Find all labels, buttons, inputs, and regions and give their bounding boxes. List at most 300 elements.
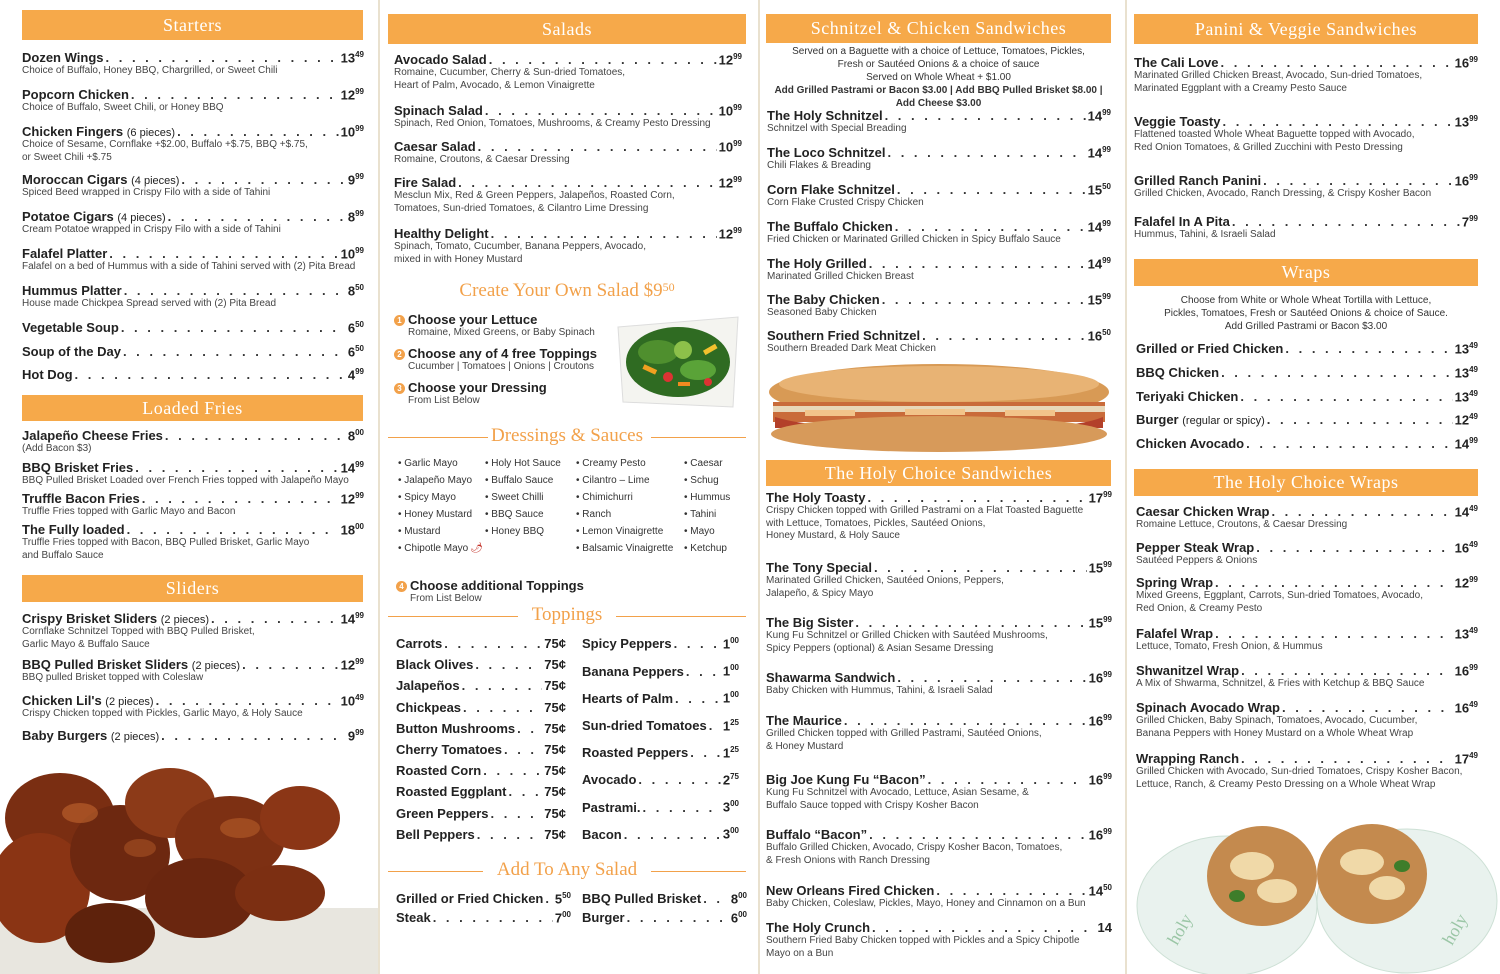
price-dollars: 17: [1088, 490, 1104, 506]
add-salad-name: BBQ Pulled Brisket: [582, 891, 702, 907]
step-number: 4: [396, 581, 407, 592]
topping-name: Bacon: [582, 826, 622, 842]
add-to-salad-title: Add To Any Salad: [496, 859, 638, 880]
price-cents: 00: [730, 690, 739, 700]
item-description: Kung Fu Schnitzel with Avocado, Lettuce, Asian Sesame, & Buffalo Sauce topped with Crispy Kosher Bacon: [766, 787, 1029, 811]
dressing-item: • Lemon Vinaigrette: [576, 526, 664, 537]
leader-dots: [1221, 365, 1453, 380]
menu-item-row: [22, 172, 364, 187]
wings-photo: [0, 758, 378, 974]
dressing-item: • Schug: [684, 475, 719, 486]
item-description: Schnitzel with Special Breading: [767, 123, 907, 135]
price-dollars: 14: [1087, 108, 1103, 124]
item-name: [766, 772, 926, 787]
price-cents: 99: [1102, 108, 1111, 117]
price-cents: 00: [730, 799, 739, 809]
item-price: [1455, 700, 1478, 715]
menu-item-row: [1136, 700, 1478, 715]
step-number: 2: [394, 349, 405, 360]
leader-dots: [168, 209, 346, 224]
item-description: Choice of Sesame, Cornflake +$2.00, Buffalo +$.75, BBQ +$.75, or Sweet Chili +$.75: [22, 139, 308, 163]
price-dollars: 16: [1454, 540, 1470, 556]
leader-dots: [127, 522, 339, 537]
topping-name: Hearts of Palm: [582, 690, 674, 706]
price-dollars: 14: [1088, 883, 1104, 899]
menu-item: [22, 428, 364, 456]
item-name: [394, 226, 489, 241]
price-cents: 49: [1469, 365, 1478, 374]
price-cents: 99: [733, 226, 742, 235]
leader-dots: [1240, 389, 1452, 404]
menu-item-row: [22, 522, 364, 537]
leader-dots: [709, 718, 721, 733]
dressing-item: • Ranch: [576, 509, 612, 520]
topping-name: Green Peppers: [396, 805, 489, 821]
dressing-name: Mayo: [690, 526, 715, 537]
price-dollars: 3: [722, 799, 731, 815]
price-dollars: 12: [340, 87, 356, 103]
dressing-item: • Buffalo Sauce: [485, 475, 554, 486]
item-price: [1088, 256, 1111, 271]
item-description: Truffle Fries topped with Garlic Mayo and Bacon: [22, 506, 236, 518]
item-price: [719, 52, 742, 67]
menu-item-row: [767, 256, 1111, 271]
price-cents: 50: [562, 891, 571, 900]
menu-item-row: [767, 182, 1111, 197]
item-name: [1134, 55, 1219, 70]
topping-row: [396, 806, 566, 821]
menu-item: [766, 615, 1112, 655]
leader-dots: [897, 670, 1086, 685]
leader-dots: [504, 742, 542, 757]
item-name-text: Baby Burgers: [22, 728, 108, 744]
item-price: [1455, 575, 1478, 590]
item-price: [1089, 615, 1112, 630]
leader-dots: [1222, 114, 1452, 129]
item-description: BBQ pulled Brisket topped with Coleslaw: [22, 672, 204, 684]
item-qualifier: (2 pieces): [191, 660, 241, 673]
leader-dots: [690, 745, 721, 760]
menu-item-row: [766, 615, 1112, 630]
item-description: Romaine Lettuce, Croutons, & Caesar Dressing: [1136, 519, 1348, 531]
item-description: Grilled Chicken, Baby Spinach, Tomatoes, Avocado, Cucumber, Banana Peppers with Honey Mustard on a Whole Wheat Wrap: [1136, 715, 1418, 739]
svg-text:holy: holy: [1163, 910, 1197, 948]
item-description: Crispy Chicken topped with Grilled Pastrami on a Flat Toasted Baguette with Lettuce, Tomatoes, Pickles, Sautéed Onions, Honey Mustard, & Holy Sauce: [766, 505, 1084, 542]
menu-item-row: [1136, 504, 1478, 519]
menu-item: [767, 328, 1111, 356]
menu-item-row: [22, 693, 364, 708]
add-salad-item: [582, 891, 747, 906]
toppings-title: Toppings: [531, 604, 603, 625]
leader-dots: [477, 827, 543, 842]
item-name: [766, 883, 934, 898]
price-dollars: 8: [347, 283, 356, 299]
item-description: Cornflake Schnitzel Topped with BBQ Pulled Brisket, Garlic Mayo & Buffalo Sauce: [22, 626, 255, 650]
dressing-item: • Balsamic Vinaigrette: [576, 543, 674, 554]
item-price: [723, 718, 739, 733]
item-price: [1455, 365, 1478, 380]
item-price: [341, 460, 364, 475]
item-name-text: Jalapeño Cheese Fries: [22, 428, 163, 444]
price-dollars: 16: [1454, 55, 1470, 71]
menu-item-row: [1136, 575, 1478, 590]
topping-price: 75¢: [544, 678, 566, 694]
item-price: [731, 891, 747, 906]
menu-item-row: [1136, 341, 1478, 356]
topping-item: [396, 721, 566, 736]
price-dollars: 13: [1454, 114, 1470, 130]
menu-item: [1136, 663, 1478, 691]
leader-dots: [121, 320, 346, 335]
item-price: [341, 124, 364, 139]
leader-dots: [509, 784, 543, 799]
topping-name: Chickpeas: [396, 699, 462, 715]
menu-item-row: [1134, 173, 1478, 188]
leader-dots: [123, 344, 346, 359]
topping-row: [396, 678, 566, 693]
item-description: Crispy Chicken topped with Pickles, Garlic Mayo, & Holy Sauce: [22, 708, 303, 720]
leader-dots: [1263, 173, 1452, 188]
topping-item: [582, 772, 739, 787]
price-cents: 99: [1102, 219, 1111, 228]
leader-dots: [1246, 436, 1453, 451]
price-cents: 00: [730, 826, 739, 836]
item-name: [1134, 173, 1261, 188]
dressing-name: Caesar: [690, 458, 723, 469]
item-description: BBQ Pulled Brisket Loaded over French Fries topped with Jalapeño Mayo: [22, 475, 349, 487]
menu-item: [22, 460, 364, 488]
price-cents: 50: [1102, 328, 1111, 337]
price-cents: 50: [355, 344, 364, 353]
menu-item: [1136, 436, 1478, 451]
dressing-name: Mustard: [404, 526, 441, 537]
item-name-text: Dozen Wings: [22, 50, 104, 66]
item-price: [1088, 219, 1111, 234]
menu-item: [22, 728, 364, 743]
item-qualifier: (2 pieces): [110, 731, 160, 744]
topping-row: [396, 742, 566, 757]
price-cents: 50: [355, 283, 364, 292]
topping-name: Roasted Eggplant: [396, 784, 507, 800]
leader-dots: [1221, 55, 1453, 70]
price-cents: 50: [1103, 883, 1112, 892]
price-cents: 99: [1103, 670, 1112, 679]
menu-item: [1136, 700, 1478, 740]
item-name-text: Potatoe Cigars: [22, 209, 114, 225]
item-description: Choice of Buffalo, Sweet Chili, or Honey BBQ: [22, 102, 224, 114]
leader-dots: [895, 219, 1086, 234]
item-price: [1455, 626, 1478, 641]
leader-dots: [444, 636, 542, 651]
topping-item: [582, 636, 739, 651]
topping-row: [396, 827, 566, 842]
menu-item-row: [1136, 751, 1478, 766]
price-cents: 99: [733, 52, 742, 61]
menu-item-row: [22, 50, 364, 65]
menu-item: [22, 87, 364, 115]
price-cents: 99: [355, 124, 364, 133]
item-description: A Mix of Shwarma, Schnitzel, & Fries with Ketchup & BBQ Sauce: [1136, 678, 1425, 690]
price-dollars: 18: [340, 522, 356, 538]
topping-item: [396, 827, 566, 842]
item-name-text: Fire Salad: [394, 175, 457, 191]
dressing-name: Chimichurri: [582, 492, 633, 503]
price-cents: 99: [355, 246, 364, 255]
topping-price: 75¢: [544, 763, 566, 779]
item-name-text: Veggie Toasty: [1134, 114, 1221, 130]
price-cents: 99: [355, 611, 364, 620]
add-salad-row: [582, 891, 747, 906]
leader-dots: [156, 693, 339, 708]
item-name: [22, 320, 119, 335]
price-cents: 49: [1469, 540, 1478, 549]
item-name-text: Grilled Ranch Panini: [1134, 173, 1262, 189]
svg-text:holy: holy: [1438, 910, 1472, 948]
price-cents: 99: [733, 139, 742, 148]
menu-item: [22, 693, 364, 721]
menu-item-row: [1136, 626, 1478, 641]
dressing-item: • Honey BBQ: [485, 526, 545, 537]
dressing-name: Garlic Mayo: [404, 458, 458, 469]
topping-item: [582, 745, 739, 760]
item-name-text: Healthy Delight: [394, 226, 489, 242]
price-cents: 99: [1469, 575, 1478, 584]
menu-item: [22, 246, 364, 274]
menu-item-row: [22, 611, 364, 626]
menu-item-row: [1136, 663, 1478, 678]
item-name-text: The Loco Schnitzel: [767, 145, 886, 161]
item-name: [1136, 389, 1238, 404]
sandwich-photo: [765, 362, 1113, 456]
item-name-text: BBQ Chicken: [1136, 365, 1220, 381]
item-name-text: Grilled or Fried Chicken: [1136, 341, 1284, 357]
menu-item-row: [22, 209, 364, 224]
menu-item-row: [766, 772, 1112, 787]
menu-item: [767, 219, 1111, 247]
price-cents: 99: [355, 460, 364, 469]
price-cents: 99: [1103, 560, 1112, 569]
item-qualifier: (4 pieces): [117, 212, 166, 225]
price-dollars: 16: [1454, 173, 1470, 189]
price-dollars: 12: [718, 226, 734, 242]
leader-dots: [1215, 575, 1453, 590]
item-price: [723, 799, 739, 814]
add-to-salad-heading: [388, 859, 746, 881]
dressing-name: Lemon Vinaigrette: [582, 526, 664, 537]
item-name: [22, 611, 209, 626]
topping-price: 75¢: [544, 720, 566, 736]
salad-photo: [613, 312, 743, 412]
item-name-text: Corn Flake Schnitzel: [767, 182, 895, 198]
price-dollars: 6: [347, 320, 356, 336]
step-title: Choose any of 4 free Toppings: [408, 346, 598, 361]
price-cents: 99: [355, 367, 364, 376]
item-name: [22, 344, 121, 359]
topping-item: [396, 657, 566, 672]
cyo-step: [394, 380, 547, 406]
item-price: [1455, 663, 1478, 678]
price-dollars: 13: [1454, 365, 1470, 381]
leader-dots: [1285, 341, 1452, 356]
item-name-text: The Holy Grilled: [767, 256, 867, 272]
item-price: [1455, 751, 1478, 766]
step-title: Choose your Dressing: [408, 380, 547, 395]
section-header-starters: Starters: [22, 10, 363, 40]
item-name: [22, 460, 133, 475]
price-dollars: 3: [722, 826, 731, 842]
leader-dots: [1267, 412, 1453, 427]
price-cents: 00: [738, 891, 747, 900]
price-cents: 49: [1469, 504, 1478, 513]
menu-item-row: [1136, 436, 1478, 451]
menu-item: [1136, 540, 1478, 568]
item-qualifier: (4 pieces): [131, 175, 180, 188]
price-cents: 99: [1103, 490, 1112, 499]
menu-item: [22, 491, 364, 519]
price-cents: 99: [1103, 615, 1112, 624]
add-salad-row: [396, 910, 571, 925]
item-name-text: Soup of the Day: [22, 344, 121, 360]
item-price: [1089, 772, 1112, 787]
item-name-text: The Tony Special: [766, 560, 872, 576]
price-cents: 25: [730, 717, 739, 727]
dressing-name: Cilantro – Lime: [582, 475, 650, 486]
topping-row: [396, 763, 566, 778]
price-dollars: 17: [1454, 751, 1470, 767]
item-name: [1136, 412, 1265, 427]
item-name: [766, 560, 872, 575]
leader-dots: [491, 226, 717, 241]
dressing-item: • Cilantro – Lime: [576, 475, 650, 486]
item-price: [1088, 145, 1111, 160]
price-dollars: 6: [730, 910, 739, 926]
topping-item: [582, 799, 739, 814]
price-cents: 49: [1469, 626, 1478, 635]
item-description: Baby Chicken, Coleslaw, Pickles, Mayo, Honey and Cinnamon on a Bun: [766, 898, 1086, 910]
topping-row: [396, 721, 566, 736]
item-name-text: Spinach Salad: [394, 103, 483, 119]
price-dollars: 12: [340, 657, 356, 673]
price-dollars: 15: [1087, 182, 1103, 198]
topping-name: Black Olives: [396, 657, 474, 673]
leader-dots: [643, 800, 721, 815]
leader-dots: [181, 172, 345, 187]
topping-price: 75¢: [544, 636, 566, 651]
menu-item: [22, 50, 364, 78]
item-name: [767, 219, 893, 234]
leader-dots: [463, 700, 542, 715]
price-dollars: 16: [1454, 663, 1470, 679]
menu-item-row: [767, 108, 1111, 123]
menu-item: [766, 827, 1112, 867]
topping-name: Spicy Peppers: [582, 636, 672, 652]
item-name: [22, 522, 125, 537]
dressing-name: Ranch: [582, 509, 612, 520]
price-dollars: 16: [1088, 772, 1104, 788]
menu-item: [22, 657, 364, 685]
item-price: [1089, 713, 1112, 728]
column-divider: [1125, 0, 1127, 974]
add-salad-item: [396, 891, 571, 906]
leader-dots: [936, 883, 1086, 898]
schnitzel-intro: Served on a Baguette with a choice of Lettuce, Tomatoes, Pickles, Fresh or Sautéed Onions & a choice of sauce Served on Whole Wheat + $1.00: [792, 46, 1085, 83]
price-dollars: 13: [1454, 341, 1470, 357]
menu-item: [22, 320, 364, 335]
leader-dots: [242, 657, 339, 672]
item-price: [1089, 827, 1112, 842]
menu-item: [1136, 504, 1478, 532]
item-price: [1089, 560, 1112, 575]
item-price: [723, 826, 739, 841]
item-description: Buffalo Grilled Chicken, Avocado, Crispy Kosher Bacon, Tomatoes, & Fresh Onions with Ranch Dressing: [766, 842, 1063, 866]
topping-item: [396, 700, 566, 715]
item-qualifier: (regular or spicy): [1182, 415, 1265, 428]
section-header-panini: Panini & Veggie Sandwiches: [1134, 14, 1478, 44]
leader-dots: [75, 367, 346, 382]
leader-dots: [638, 772, 720, 787]
leader-dots: [686, 664, 721, 679]
item-name: [766, 827, 867, 842]
price-dollars: 8: [730, 891, 739, 907]
price-dollars: 12: [340, 491, 356, 507]
item-description: Fried Chicken or Marinated Grilled Chicken in Spicy Buffalo Sauce: [767, 234, 1061, 246]
topping-name: Carrots: [396, 636, 443, 651]
item-name-text: Caesar Chicken Wrap: [1136, 504, 1270, 520]
dressing-name: Sweet Chilli: [491, 492, 544, 503]
item-name: [22, 246, 107, 261]
dressing-item: • Ketchup: [684, 543, 727, 554]
item-name-text: Big Joe Kung Fu “Bacon”: [766, 772, 926, 788]
price-cents: 99: [733, 175, 742, 184]
dressing-item: • Jalapeño Mayo: [398, 475, 473, 486]
leader-dots: [922, 328, 1086, 343]
item-price: [1089, 490, 1112, 505]
menu-item: [22, 522, 364, 562]
item-price: [1455, 412, 1478, 427]
item-name-text: Spring Wrap: [1136, 575, 1214, 591]
menu-item: [394, 52, 742, 92]
leader-dots: [478, 139, 717, 154]
price-cents: 00: [730, 663, 739, 673]
dressing-item: • Creamy Pesto: [576, 458, 646, 469]
item-name-text: Crispy Brisket Sliders: [22, 611, 158, 627]
leader-dots: [489, 52, 717, 67]
item-name-text: Teriyaki Chicken: [1136, 389, 1239, 405]
price-cents: 00: [355, 522, 364, 531]
price-dollars: 14: [340, 611, 356, 627]
topping-item: [396, 763, 566, 778]
item-description: Grilled Chicken topped with Grilled Pastrami, Sautéed Onions, & Honey Mustard: [766, 728, 1042, 752]
topping-item: [396, 678, 566, 693]
topping-row: [582, 745, 739, 760]
topping-name: Button Mushrooms: [396, 720, 516, 736]
topping-row: [396, 784, 566, 799]
item-price: [348, 344, 364, 359]
price-dollars: 1: [722, 717, 731, 733]
price-cents: 99: [355, 728, 364, 737]
leader-dots: [869, 827, 1087, 842]
item-name-text: Chicken Avocado: [1136, 436, 1245, 452]
section-header-holy-sandwiches: The Holy Choice Sandwiches: [766, 460, 1111, 486]
leader-dots: [177, 124, 339, 139]
item-description: Baby Chicken with Hummus, Tahini, & Israeli Salad: [766, 685, 993, 697]
menu-item-row: [766, 713, 1112, 728]
add-salad-name: Grilled or Fried Chicken: [396, 891, 544, 907]
menu-item: [1134, 173, 1478, 201]
item-price: [723, 663, 739, 678]
price-cents: 99: [1469, 114, 1478, 123]
item-description: Marinated Grilled Chicken Breast, Avocado, Sun-dried Tomatoes, Marinated Eggplant with a Creamy Pesto Sauce: [1134, 70, 1423, 94]
